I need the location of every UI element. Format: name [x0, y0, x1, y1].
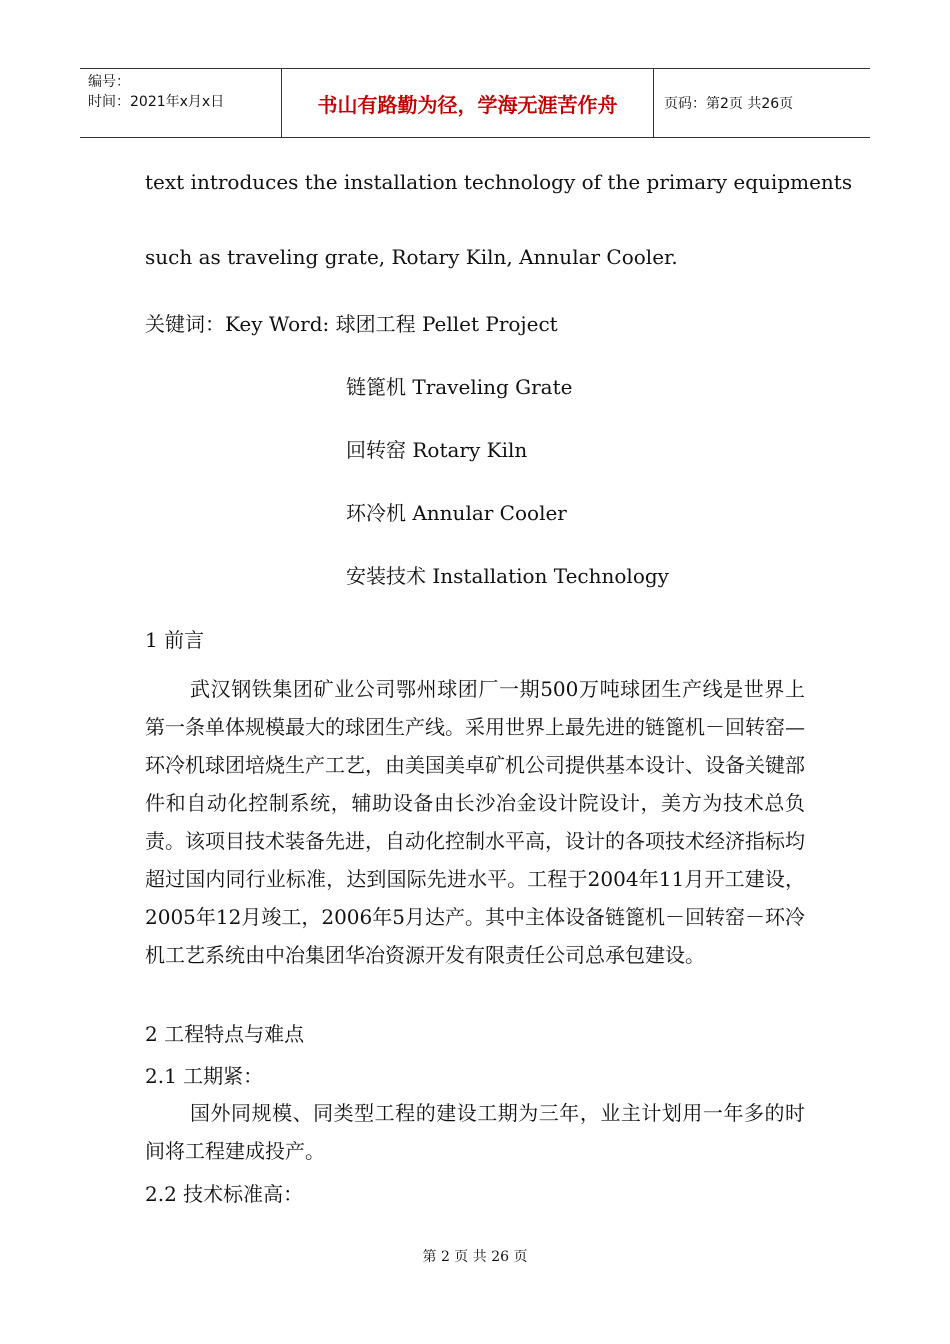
- document-date-label: 时间：2021年x月x日: [88, 94, 225, 110]
- section-2-2-heading: 2.2 技术标准高：: [145, 1182, 304, 1206]
- keywords-line: 关键词：Key Word: 球团工程 Pellet Project: [145, 312, 558, 336]
- abstract-line-2: such as traveling grate, Rotary Kiln, Annular Cooler.: [145, 245, 678, 269]
- section-1-heading: 1 前言: [145, 628, 205, 652]
- page-header: [80, 68, 870, 138]
- header-left-cell: [80, 69, 281, 137]
- keyword-item: 链篦机 Traveling Grate: [346, 375, 573, 399]
- header-page-info: 页码：第2页 共26页: [664, 96, 794, 112]
- page-footer: 第 2 页 共 26 页: [422, 1249, 528, 1265]
- abstract-line-1: text introduces the installation technology of the primary equipments: [145, 170, 853, 194]
- section-1-body: 武汉钢铁集团矿业公司鄂州球团厂一期500万吨球团生产线是世界上第一条单体规模最大的球团生产线。采用世界上最先进的链篦机－回转窑—环冷机球团培烧生产工艺，由美国美卓矿机公司提供基本设计、设备关键部件和自动化控制系统，辅助设备由长沙冶金设计院设计，美方为技术总负责。该项目技术装备先进，自动化控制水平高，设计的各项技术经济指标均超过国内同行业标准，达到国际先进水平。工程于2004年11月开工建设，2005年12月竣工，2006年5月达产。其中主体设备链篦机－回转窑－环冷机工艺系统由中冶集团华冶资源开发有限责任公司总承包建设。: [145, 677, 805, 967]
- document-number-label: 编号：: [88, 74, 130, 90]
- keyword-item: 回转窑 Rotary Kiln: [346, 438, 528, 462]
- header-motto: 书山有路勤为径，学海无涯苦作舟: [281, 69, 654, 137]
- section-2-1-heading: 2.1 工期紧：: [145, 1064, 264, 1088]
- keyword-item: 安装技术 Installation Technology: [346, 564, 669, 588]
- section-2-1-body: 国外同规模、同类型工程的建设工期为三年，业主计划用一年多的时间将工程建成投产。: [145, 1101, 805, 1163]
- keyword-item: 环冷机 Annular Cooler: [346, 501, 567, 525]
- section-2-heading: 2 工程特点与难点: [145, 1022, 305, 1046]
